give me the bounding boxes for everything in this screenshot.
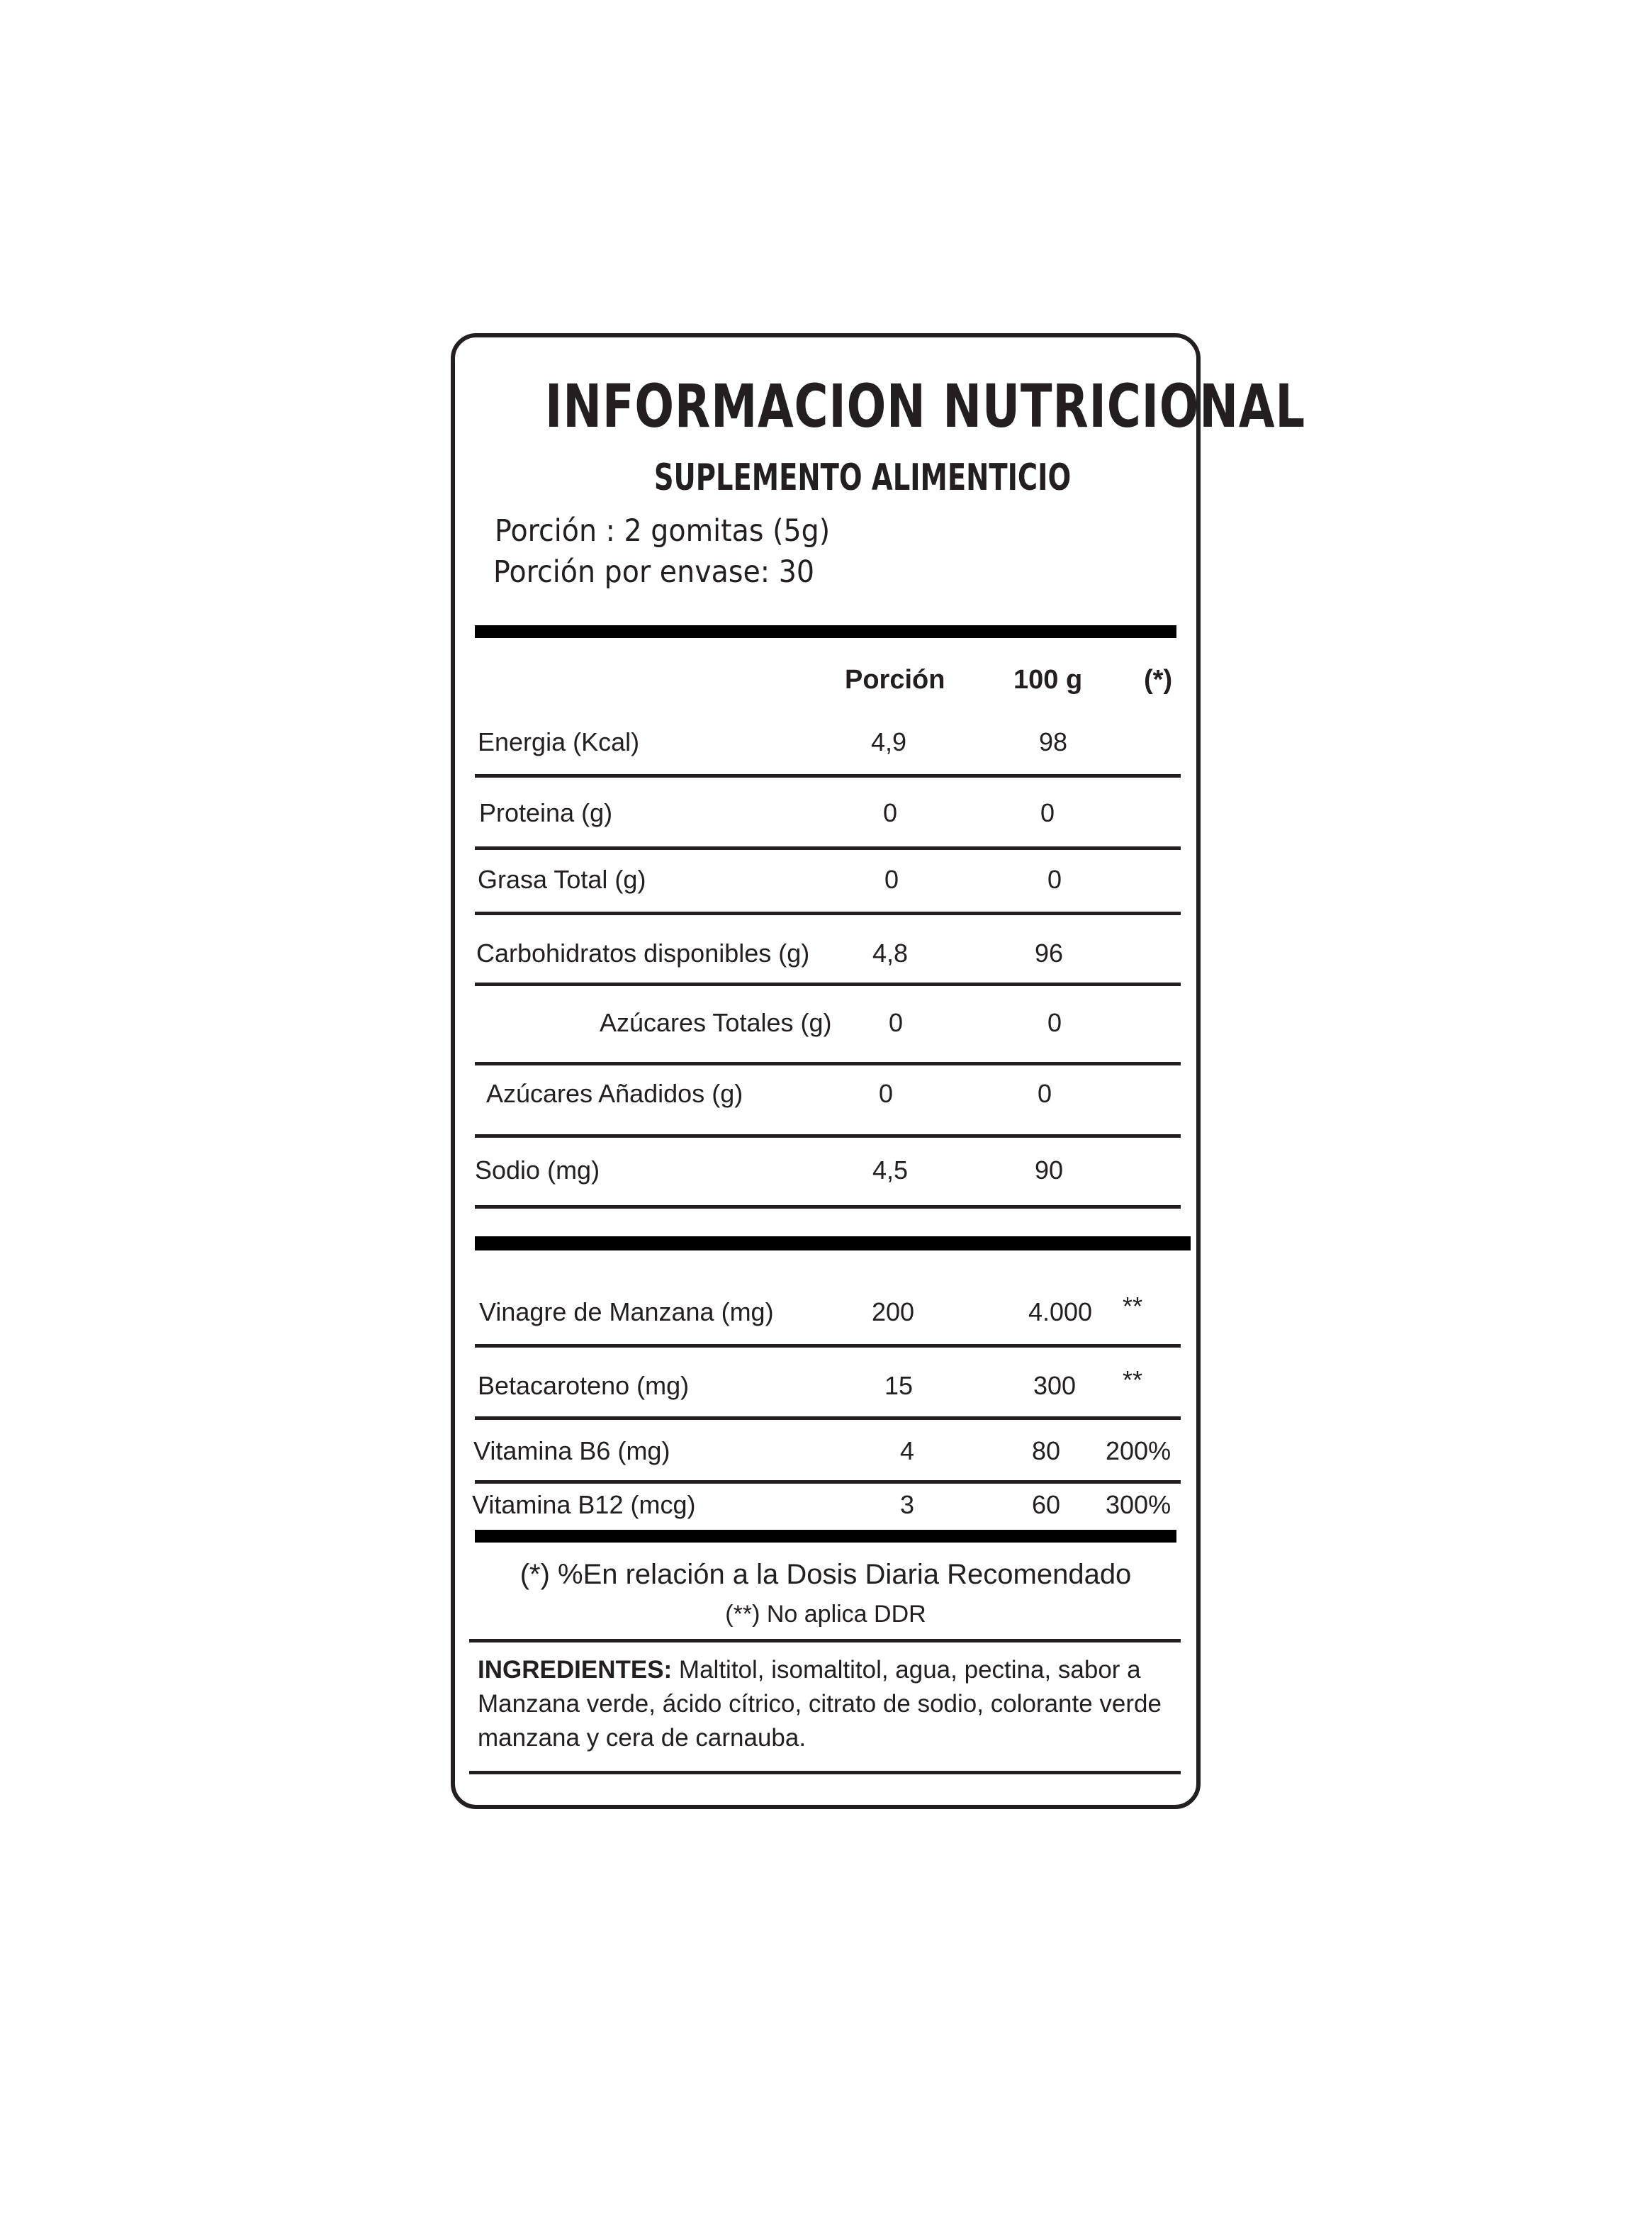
column-header-portion: Porción: [845, 665, 945, 695]
ddr-footnote: (*) %En relación a la Dosis Diaria Recomendado: [519, 1559, 1132, 1590]
row-divider: [475, 1480, 1181, 1484]
row-divider: [475, 983, 1181, 986]
supplement-100g-value: 60: [1031, 1490, 1061, 1519]
nutrient-portion-value: 4,5: [872, 1155, 909, 1185]
top-thick-divider: [475, 625, 1176, 638]
nutrient-label: Azúcares Totales (g): [600, 1008, 832, 1037]
row-divider: [475, 1416, 1181, 1420]
supplement-portion-value: 200: [871, 1297, 915, 1326]
supplement-100g-value: 300: [1033, 1371, 1077, 1400]
nutrient-100g-value: 0: [1040, 798, 1055, 827]
bottom-thick-divider: [475, 1530, 1176, 1543]
column-header-100g: 100 g: [1013, 665, 1083, 695]
row-divider: [475, 1062, 1181, 1065]
nutrient-label: Energia (Kcal): [478, 727, 640, 756]
nutrient-portion-value: 4,8: [872, 939, 909, 968]
nutrient-portion-value: 4,9: [870, 727, 907, 756]
serving-size: Porción : 2 gomitas (5g): [495, 513, 831, 549]
row-divider: [475, 1134, 1181, 1138]
supplement-ddr-value: 300%: [1106, 1490, 1171, 1519]
supplement-portion-value: 4: [899, 1436, 915, 1465]
nutrient-label: Sodio (mg): [475, 1155, 600, 1185]
supplement-100g-value: 4.000: [1028, 1297, 1093, 1326]
column-header-ddr: (*): [1144, 665, 1173, 695]
nutrient-portion-value: 0: [884, 865, 899, 894]
supplement-100g-value: 80: [1031, 1436, 1061, 1465]
supplement-portion-value: 15: [884, 1371, 914, 1400]
nutrient-label: Azúcares Añadidos (g): [486, 1079, 743, 1108]
supplement-ddr-value: 200%: [1106, 1436, 1171, 1465]
nutrient-portion-value: 0: [878, 1079, 894, 1108]
nutrient-100g-value: 0: [1047, 865, 1062, 894]
nutrient-100g-value: 0: [1047, 1008, 1062, 1037]
nutrient-portion-value: 0: [882, 798, 898, 827]
ingredients-block: [478, 1653, 1193, 1755]
supplement-label: Vitamina B6 (mg): [473, 1436, 670, 1465]
ingredients-heading: INGREDIENTES:: [478, 1656, 673, 1684]
ingredients-text: Maltitol, isomaltitol, agua, pectina, sabor a Manzana verde, ácido cítrico, citrato de sodio, colorante verde manzana y cera de carnauba.: [478, 1656, 1162, 1752]
supplement-label: Betacaroteno (mg): [478, 1371, 690, 1400]
row-divider: [475, 912, 1181, 915]
supplement-label: Vitamina B12 (mcg): [472, 1490, 696, 1519]
row-divider: [475, 774, 1181, 778]
ingredients-divider: [469, 1771, 1181, 1774]
servings-per-container: Porción por envase: 30: [493, 554, 815, 590]
nutrient-100g-value: 96: [1034, 939, 1064, 968]
nutrient-label: Proteina (g): [479, 798, 613, 827]
nutrient-portion-value: 0: [888, 1008, 904, 1037]
footnote-divider: [469, 1639, 1181, 1642]
nutrient-label: Grasa Total (g): [478, 865, 646, 894]
label-title: INFORMACION NUTRICIONAL: [545, 371, 1305, 441]
label-subtitle: SUPLEMENTO ALIMENTICIO: [653, 457, 1072, 499]
supplement-portion-value: 3: [899, 1490, 915, 1519]
no-ddr-footnote: (**) No aplica DDR: [725, 1601, 926, 1628]
nutrient-100g-value: 98: [1038, 727, 1068, 756]
middle-thick-divider: [475, 1236, 1191, 1250]
supplement-label: Vinagre de Manzana (mg): [479, 1297, 774, 1326]
row-divider: [475, 1344, 1181, 1348]
nutrient-100g-value: 0: [1037, 1079, 1052, 1108]
row-divider: [475, 1205, 1181, 1209]
nutrition-label: [451, 333, 1305, 1809]
nutrient-100g-value: 90: [1034, 1155, 1064, 1185]
nutrient-label: Carbohidratos disponibles (g): [476, 939, 810, 968]
supplement-ddr-value: **: [1123, 1365, 1143, 1394]
row-divider: [475, 846, 1181, 850]
supplement-ddr-value: **: [1123, 1292, 1143, 1321]
